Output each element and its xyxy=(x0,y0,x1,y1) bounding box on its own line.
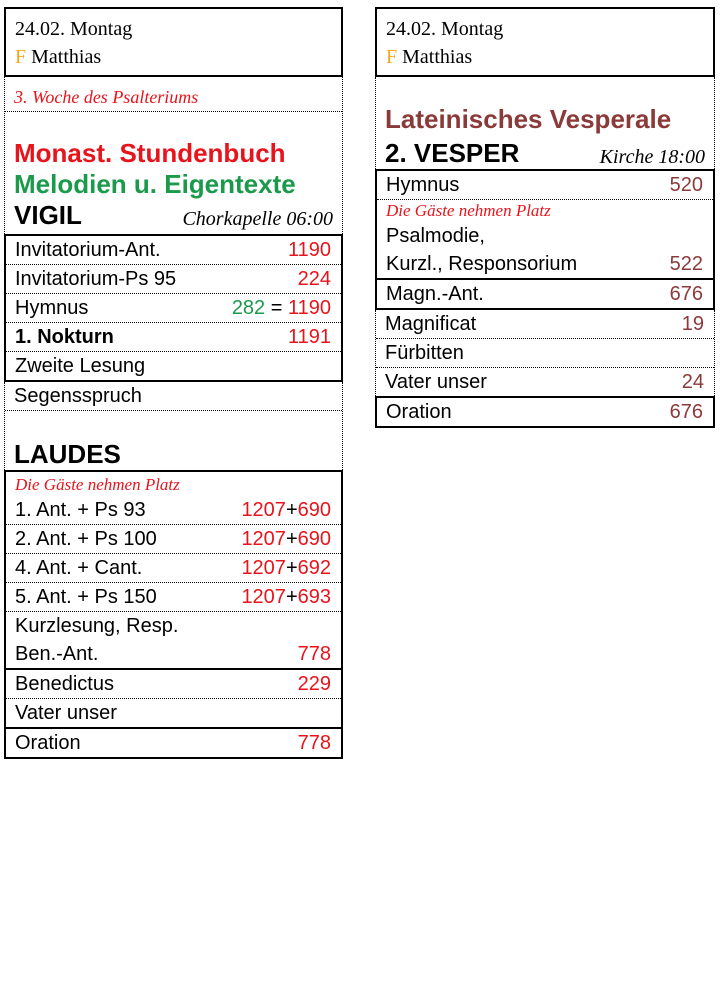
page-number xyxy=(241,583,331,611)
book-title: Lateinisches Vesperale xyxy=(385,104,672,134)
row-label: Fürbitten xyxy=(385,342,464,364)
vigil-table xyxy=(4,234,343,382)
page-number-b: 1190 xyxy=(287,297,331,319)
table-row xyxy=(377,222,713,280)
vigil-heading: VIGIL xyxy=(14,200,82,230)
page-number: 520 xyxy=(669,174,703,196)
table-row xyxy=(6,612,341,670)
row-label: 1. Ant. + Ps 93 xyxy=(15,499,146,521)
feast-marker: F xyxy=(15,46,27,68)
page-number: 522 xyxy=(669,253,703,275)
row-label: 1. Nokturn xyxy=(15,326,114,348)
row-label: Oration xyxy=(386,401,452,423)
page-number: 1191 xyxy=(287,326,331,348)
guest-note: Die Gäste nehmen Platz xyxy=(386,201,551,220)
separator: + xyxy=(285,528,298,550)
page-number-b: 690 xyxy=(297,499,331,521)
table-row xyxy=(376,339,714,368)
row-label: 5. Ant. + Ps 150 xyxy=(15,586,157,608)
row-label: Magn.-Ant. xyxy=(386,283,484,305)
row-label: Hymnus xyxy=(15,297,89,319)
row-label: 2. Ant. + Ps 100 xyxy=(15,528,157,550)
page-number: 24 xyxy=(681,371,704,393)
table-row xyxy=(6,294,341,323)
psalter-week: 3. Woche des Psalteriums xyxy=(5,77,342,112)
right-column xyxy=(375,7,715,428)
vesper-band xyxy=(375,310,715,396)
date-header xyxy=(4,7,343,77)
table-row xyxy=(6,265,341,294)
table-row xyxy=(377,280,713,308)
page-number: 778 xyxy=(297,643,331,665)
page-number-b: 692 xyxy=(297,557,331,579)
page-number xyxy=(241,525,331,553)
title-band xyxy=(4,77,343,234)
title-band xyxy=(375,77,715,169)
page-number-b: 690 xyxy=(297,528,331,550)
page-number-a: 1207 xyxy=(241,586,286,608)
vesper-table xyxy=(375,169,715,310)
book-title: Monast. Stundenbuch xyxy=(14,138,286,168)
oration-table xyxy=(375,396,715,428)
row-label: Kurzlesung, Resp. Ben.-Ant. xyxy=(15,615,179,665)
table-row xyxy=(6,699,341,729)
page-number-a: 1207 xyxy=(241,528,286,550)
page-number-b: 693 xyxy=(297,586,331,608)
left-column xyxy=(4,7,343,759)
vesper-heading: 2. VESPER xyxy=(385,138,520,168)
row-label: Hymnus xyxy=(386,174,460,196)
feast-name: Matthias xyxy=(31,46,102,68)
table-row xyxy=(6,670,341,699)
book-subtitle: Melodien u. Eigentexte xyxy=(14,169,296,199)
page-number-a: 1207 xyxy=(241,557,286,579)
row-label: Oration xyxy=(15,732,81,754)
table-row xyxy=(5,382,342,411)
vigil-place: Chorkapelle 06:00 xyxy=(182,208,333,230)
separator: + xyxy=(285,557,298,579)
separator: + xyxy=(285,586,298,608)
guest-note: Die Gäste nehmen Platz xyxy=(15,475,180,494)
table-row xyxy=(377,398,713,426)
page-number xyxy=(241,554,331,582)
vesper-header xyxy=(376,138,714,169)
table-row xyxy=(6,554,341,583)
feast-marker: F xyxy=(386,46,398,68)
row-label: Invitatorium-Ps 95 xyxy=(15,268,177,290)
row-label: 4. Ant. + Cant. xyxy=(15,557,143,579)
feast-line xyxy=(386,43,704,71)
date-label: 24.02. Montag xyxy=(15,18,133,40)
row-label: Benedictus xyxy=(15,673,114,695)
separator: = xyxy=(265,297,288,319)
table-row xyxy=(376,310,714,339)
row-label: Vater unser xyxy=(15,702,117,724)
separator: + xyxy=(285,499,298,521)
laudes-heading: LAUDES xyxy=(14,439,121,469)
page-number: 676 xyxy=(669,283,703,305)
page-number xyxy=(232,294,331,322)
laudes-band xyxy=(4,382,343,470)
date-label: 24.02. Montag xyxy=(386,18,504,40)
page-number: 1190 xyxy=(287,239,331,261)
table-row xyxy=(6,323,341,352)
table-row xyxy=(376,368,714,396)
row-label: Psalmodie, Kurzl., Responsorium xyxy=(386,225,578,275)
page-number-a: 1207 xyxy=(241,499,286,521)
table-row xyxy=(6,236,341,265)
row-label: Segensspruch xyxy=(14,385,142,407)
row-label: Zweite Lesung xyxy=(15,355,146,377)
page-number xyxy=(241,496,331,524)
page-number: 19 xyxy=(681,313,704,335)
page-number: 676 xyxy=(669,401,703,423)
page-number-a: 282 xyxy=(231,297,266,319)
vigil-header xyxy=(5,200,342,231)
row-label: Magnificat xyxy=(385,313,477,335)
table-row xyxy=(6,583,341,612)
page-number: 778 xyxy=(297,732,331,754)
feast-line xyxy=(15,43,332,71)
page-number: 224 xyxy=(297,268,331,290)
table-row xyxy=(377,171,713,200)
row-label: Vater unser xyxy=(385,371,487,393)
page-number: 229 xyxy=(297,673,331,695)
date-header xyxy=(375,7,715,77)
table-row xyxy=(6,352,341,380)
table-row xyxy=(6,729,341,757)
table-row xyxy=(6,525,341,554)
laudes-table xyxy=(4,470,343,759)
row-label: Invitatorium-Ant. xyxy=(15,239,161,261)
table-row xyxy=(6,496,341,525)
vesper-place: Kirche 18:00 xyxy=(599,146,705,168)
feast-name: Matthias xyxy=(402,46,473,68)
